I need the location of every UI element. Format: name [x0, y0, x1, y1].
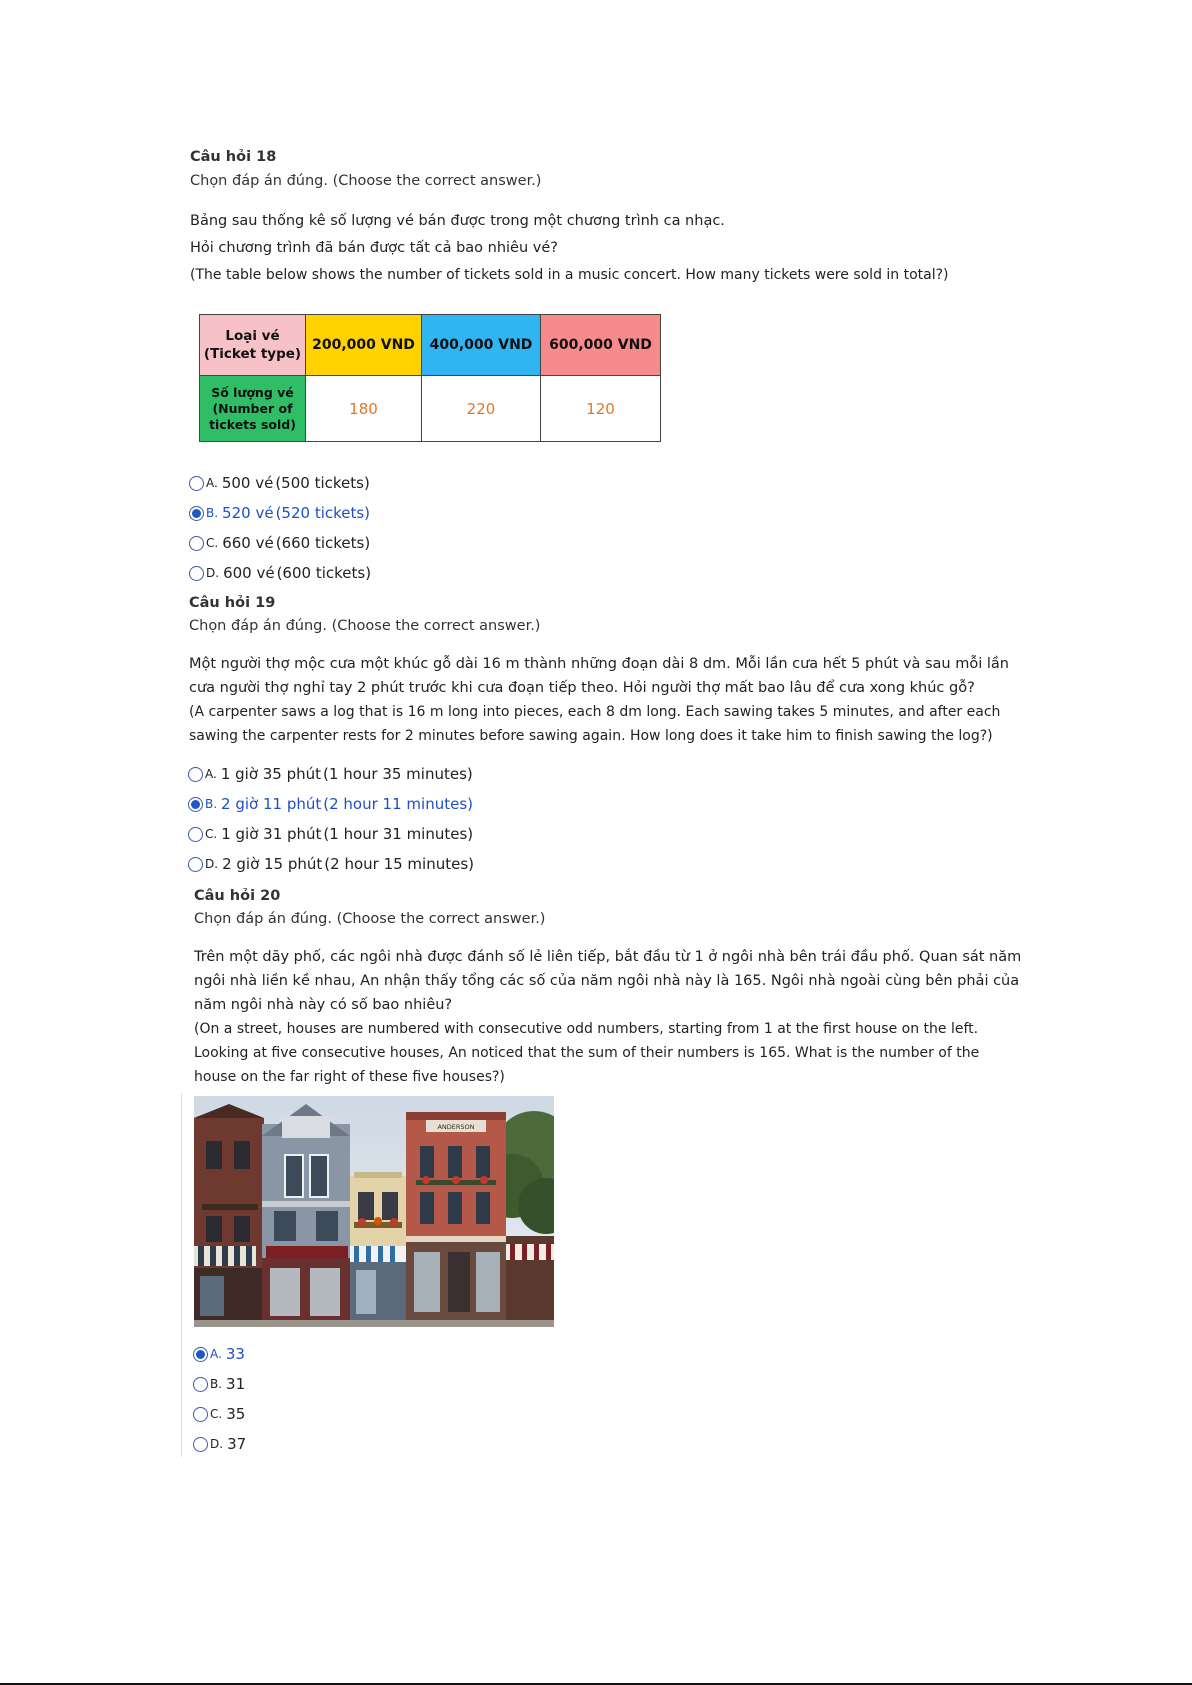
table-cell-200k: 180 — [306, 376, 422, 442]
option-d[interactable] — [189, 558, 371, 588]
question-text-en: sawing the carpenter rests for 2 minutes before sawing again. How long does it take him to finish sawing the log?) — [189, 728, 993, 744]
option-letter: B. — [206, 506, 219, 520]
question-19 — [189, 593, 1019, 748]
radio-icon[interactable] — [193, 1377, 208, 1392]
question-text-vi: năm ngôi nhà này có số bao nhiêu? — [194, 997, 453, 1013]
option-text-vi: 1 giờ 31 phút — [221, 825, 322, 843]
radio-icon[interactable] — [189, 536, 204, 551]
option-text-vi: 33 — [225, 1345, 245, 1363]
options-18 — [189, 468, 371, 588]
question-text-en: house on the far right of these five houses?) — [194, 1069, 505, 1085]
question-text — [194, 945, 1024, 1089]
question-title: Câu hỏi 19 — [189, 595, 276, 611]
option-text-en: (600 tickets) — [276, 564, 372, 582]
option-text-en: (1 hour 31 minutes) — [323, 825, 474, 843]
question-text — [189, 652, 1019, 748]
radio-icon[interactable] — [188, 767, 203, 782]
option-letter: D. — [206, 566, 220, 580]
question-text-en: (The table below shows the number of tickets sold in a music concert. How many tickets were sold in total?) — [190, 267, 949, 283]
question-text-en: (A carpenter saws a log that is 16 m long into pieces, each 8 dm long. Each sawing takes 5 minutes, and after each — [189, 704, 1001, 720]
option-a[interactable] — [193, 1339, 248, 1369]
table-header-400k: 400,000 VND — [422, 315, 541, 376]
option-text-vi: 2 giờ 15 phút — [222, 855, 323, 873]
option-c[interactable] — [188, 819, 474, 849]
option-text-en: (660 tickets) — [275, 534, 371, 552]
option-d[interactable] — [193, 1429, 248, 1459]
option-text-en: (500 tickets) — [275, 474, 370, 492]
table-header-label-en: (Ticket type) — [203, 346, 302, 362]
table-cell-600k: 120 — [541, 376, 661, 442]
radio-icon[interactable] — [193, 1347, 208, 1362]
option-c[interactable] — [189, 528, 371, 558]
table-header-label — [200, 315, 306, 376]
option-text-vi: 660 vé — [222, 534, 274, 552]
table-row-label-en-2: tickets sold) — [209, 416, 296, 432]
option-letter: C. — [205, 827, 218, 841]
option-c[interactable] — [193, 1399, 248, 1429]
option-a[interactable] — [189, 468, 371, 498]
question-text — [190, 207, 1010, 289]
table-row-label-vi: Số lượng vé — [211, 384, 294, 400]
question-instruction: Chọn đáp án đúng. (Choose the correct answer.) — [189, 618, 541, 634]
radio-icon[interactable] — [193, 1437, 208, 1452]
question-20 — [194, 886, 1024, 1089]
question-text-vi: Trên một dãy phố, các ngôi nhà được đánh số lẻ liên tiếp, bắt đầu từ 1 ở ngôi nhà bên trái đầu phố. Quan sát năm — [194, 949, 1022, 965]
table-cell-400k: 220 — [422, 376, 541, 442]
radio-icon[interactable] — [189, 506, 204, 521]
option-b[interactable] — [193, 1369, 248, 1399]
option-letter: D. — [210, 1437, 224, 1451]
option-letter: A. — [210, 1347, 222, 1361]
option-letter: A. — [205, 767, 217, 781]
option-a[interactable] — [188, 759, 474, 789]
option-text-en: (2 hour 15 minutes) — [324, 855, 474, 873]
anderson-sign: ANDERSON — [437, 1123, 475, 1131]
option-text-vi: 37 — [227, 1435, 247, 1453]
option-text-vi: 520 vé — [222, 504, 274, 522]
option-text-en: (2 hour 11 minutes) — [323, 795, 473, 813]
storefront-photo — [194, 1096, 554, 1327]
table-row-label-en-1: (Number of — [212, 400, 293, 416]
option-text-vi: 35 — [226, 1405, 246, 1423]
option-letter: D. — [205, 857, 219, 871]
option-text-vi: 1 giờ 35 phút — [220, 765, 322, 783]
radio-icon[interactable] — [193, 1407, 208, 1422]
table-header-200k: 200,000 VND — [306, 315, 422, 376]
option-letter: A. — [206, 476, 218, 490]
options-19 — [188, 759, 474, 879]
option-b[interactable] — [188, 789, 474, 819]
question-text-vi: Một người thợ mộc cưa một khúc gỗ dài 16 m thành những đoạn dài 8 dm. Mỗi lần cưa hết 5 phút và sau mỗi lần — [189, 656, 1009, 672]
table-header-600k: 600,000 VND — [541, 315, 661, 376]
radio-icon[interactable] — [188, 827, 203, 842]
radio-icon[interactable] — [189, 476, 204, 491]
question-text-vi: ngôi nhà liền kề nhau, An nhận thấy tổng các số của năm ngôi nhà này là 165. Ngôi nhà ngoài cùng bên phải của — [194, 973, 1020, 989]
option-d[interactable] — [188, 849, 474, 879]
question-text-en: Looking at five consecutive houses, An noticed that the sum of their numbers is 165. What is the number of the — [194, 1045, 980, 1061]
option-b[interactable] — [189, 498, 371, 528]
question-title: Câu hỏi 18 — [190, 149, 277, 165]
options-20 — [193, 1339, 248, 1459]
question-text-vi: Hỏi chương trình đã bán được tất cả bao nhiêu vé? — [190, 240, 558, 256]
option-text-vi: 31 — [226, 1375, 246, 1393]
option-letter: B. — [205, 797, 218, 811]
radio-icon[interactable] — [189, 566, 204, 581]
option-text-en: (1 hour 35 minutes) — [323, 765, 473, 783]
question-instruction: Chọn đáp án đúng. (Choose the correct answer.) — [190, 173, 542, 189]
option-text-vi: 2 giờ 11 phút — [221, 795, 322, 813]
radio-icon[interactable] — [188, 797, 203, 812]
option-letter: C. — [210, 1407, 223, 1421]
option-text-en: (520 tickets) — [275, 504, 371, 522]
left-border — [181, 1093, 182, 1457]
option-letter: B. — [210, 1377, 223, 1391]
ticket-table — [199, 314, 661, 442]
option-text-vi: 600 vé — [223, 564, 275, 582]
radio-icon[interactable] — [188, 857, 203, 872]
question-18 — [190, 147, 1010, 289]
option-letter: C. — [206, 536, 219, 550]
option-text-vi: 500 vé — [221, 474, 274, 492]
question-text-vi: cưa người thợ nghỉ tay 2 phút trước khi cưa đoạn tiếp theo. Hỏi người thợ mất bao lâu để cưa xong khúc gỗ? — [189, 680, 975, 696]
table-row-label — [200, 376, 306, 442]
question-instruction: Chọn đáp án đúng. (Choose the correct answer.) — [194, 911, 546, 927]
table-header-label-vi: Loại vé — [225, 328, 280, 344]
question-text-en: (On a street, houses are numbered with consecutive odd numbers, starting from 1 at the first house on the left. — [194, 1021, 979, 1037]
question-title: Câu hỏi 20 — [194, 888, 281, 904]
question-text-vi: Bảng sau thống kê số lượng vé bán được trong một chương trình ca nhạc. — [190, 213, 725, 229]
